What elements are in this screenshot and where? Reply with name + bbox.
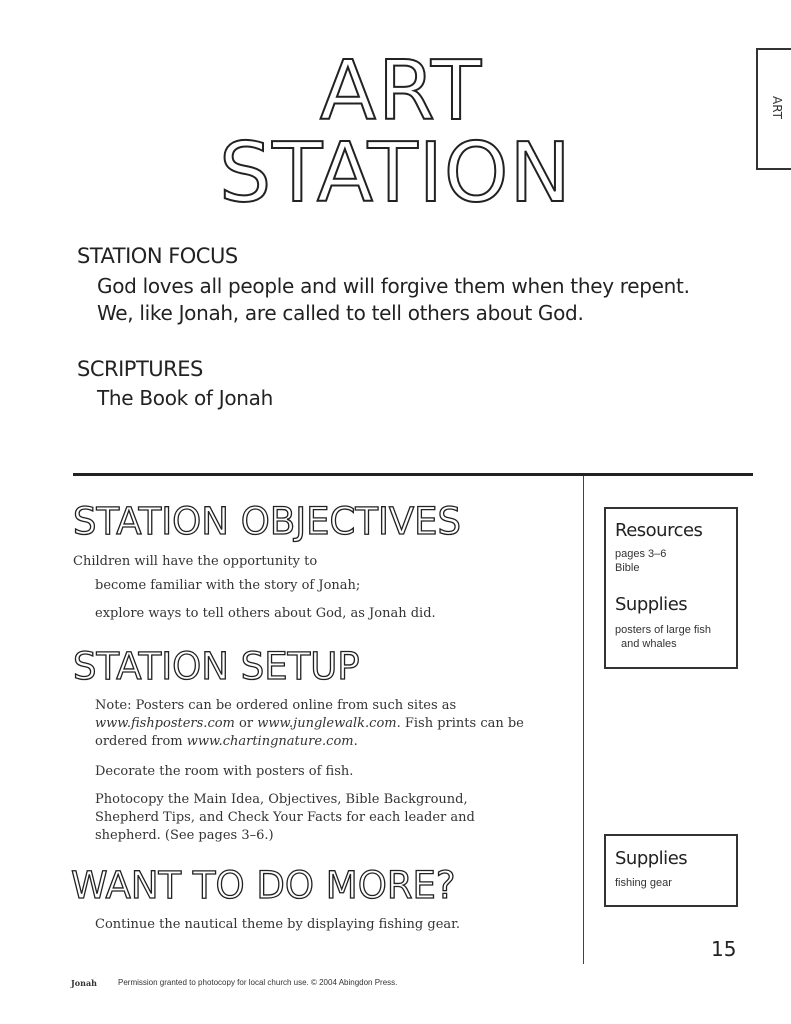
station-focus-line-2: We, like Jonah, are called to tell others about God. (97, 301, 584, 325)
title-station: STATION (219, 126, 572, 221)
link-fishposters[interactable]: www.fishposters.com (95, 716, 235, 731)
more-heading: WANT TO DO MORE? (71, 864, 456, 907)
supplies-2-item-1: fishing gear (615, 877, 672, 889)
setup-decorate: Decorate the room with posters of fish. (95, 764, 354, 779)
resources-item-2: Bible (615, 562, 640, 574)
setup-note-line-2: www.fishposters.com or www.junglewalk.com. Fish prints can be (95, 716, 524, 731)
setup-photocopy-line-3: shepherd. (See pages 3–6.) (95, 828, 274, 843)
more-text: Continue the nautical theme by displaying fishing gear. (95, 917, 461, 932)
resources-box (604, 507, 738, 669)
setup-photocopy-line-2: Shepherd Tips, and Check Your Facts for each leader and (95, 810, 475, 825)
link-junglewalk[interactable]: www.junglewalk.com (257, 716, 397, 731)
supplies-2-heading: Supplies (615, 848, 688, 869)
objectives-intro: Children will have the opportunity to (73, 554, 318, 569)
page-number: 15 (711, 937, 737, 961)
supplies-heading: Supplies (615, 594, 688, 615)
column-divider (583, 476, 584, 964)
objectives-heading: STATION OBJECTIVES (73, 500, 462, 543)
setup-photocopy-line-1: Photocopy the Main Idea, Objectives, Bible Background, (95, 792, 468, 807)
station-focus-heading: STATION FOCUS (77, 244, 238, 268)
section-divider (73, 473, 753, 476)
side-tab-label: ART (770, 96, 784, 120)
side-tab (756, 48, 791, 170)
setup-heading: STATION SETUP (73, 645, 360, 688)
supplies-item-1: posters of large fish (615, 624, 711, 636)
setup-note-line-1: Note: Posters can be ordered online from such sites as (95, 698, 457, 713)
supplies-item-2: and whales (621, 638, 677, 650)
station-focus-line-1: God loves all people and will forgive them when they repent. (97, 274, 690, 298)
footer-permission: Permission granted to photocopy for local church use. © 2004 Abingdon Press. (118, 978, 398, 987)
scriptures-text: The Book of Jonah (97, 386, 273, 410)
setup-note-line-3: ordered from www.chartingnature.com. (95, 734, 358, 749)
objective-item-1: become familiar with the story of Jonah; (95, 578, 361, 593)
scriptures-heading: SCRIPTURES (77, 357, 203, 381)
link-chartingnature[interactable]: www.chartingnature.com (186, 734, 354, 749)
footer-title: Jonah (71, 978, 97, 988)
resources-heading: Resources (615, 520, 703, 541)
resources-item-1: pages 3–6 (615, 548, 667, 560)
title-art: ART (319, 44, 484, 139)
objective-item-2: explore ways to tell others about God, as Jonah did. (95, 606, 436, 621)
supplies-box-2 (604, 834, 738, 907)
